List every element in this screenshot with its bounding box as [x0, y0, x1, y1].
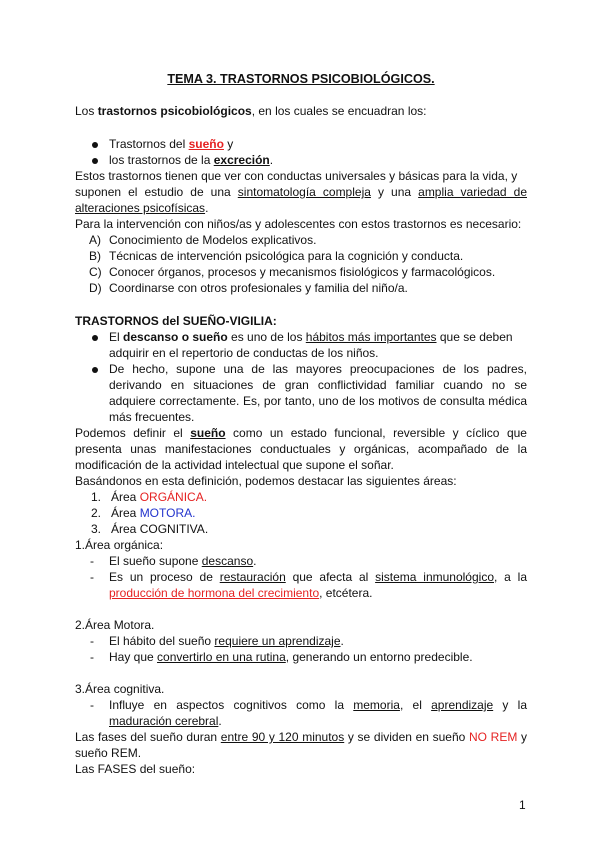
intro-paragraph: Los trastornos psicobiológicos, en los cuales se encuadran los:	[75, 104, 427, 118]
cognitive-item-continued: maduración cerebral.	[109, 714, 222, 728]
requirement-item: Coordinarse con otros profesionales y familia del niño/a.	[109, 281, 408, 295]
subsection-heading: 2.Área Motora.	[75, 618, 155, 632]
list-dash: -	[90, 650, 94, 664]
list-marker: A)	[89, 233, 101, 247]
phases-line: sueño REM.	[75, 746, 142, 760]
motor-item: El hábito del sueño requiere un aprendizaje.	[109, 634, 344, 648]
definition-line: modificación de la actividad intelectual que supone el soñar.	[75, 458, 394, 472]
list-marker: D)	[89, 281, 102, 295]
organic-item: El sueño supone descanso.	[109, 554, 257, 568]
page-title: TEMA 3. TRASTORNOS PSICOBIOLÓGICOS.	[167, 72, 435, 86]
bullet-dot	[92, 158, 98, 164]
motor-item: Hay que convertirlo en una rutina, generando un entorno predecible.	[109, 650, 473, 664]
bullet-line: adquiere correctamente. Es, por tanto, uno de los motivos de consulta médica	[109, 394, 527, 408]
list-dash: -	[90, 570, 94, 584]
requirement-item: Técnicas de intervención psicológica para la cognición y conducta.	[109, 249, 464, 263]
page-number: 1	[519, 798, 526, 812]
bullet-line: más frecuentes.	[109, 410, 195, 424]
list-marker: 2.	[91, 506, 102, 520]
list-marker: C)	[89, 265, 102, 279]
list-marker: 3.	[91, 522, 102, 536]
paragraph-line: alteraciones psicofísicas.	[75, 201, 209, 215]
definition-line: presenta unas manifestaciones conductuales y orgánicas, acompañado de la	[75, 442, 527, 456]
subsection-heading: 3.Área cognitiva.	[75, 682, 165, 696]
list-dash: -	[90, 634, 94, 648]
subsection-heading: 1.Área orgánica:	[75, 538, 164, 552]
bullet-line: El descanso o sueño es uno de los hábitos más importantes que se deben	[109, 330, 513, 344]
bullet-line: De hecho, supone una de las mayores preocupaciones de los padres,	[109, 362, 527, 376]
requirement-item: Conocimiento de Modelos explicativos.	[109, 233, 317, 247]
list-marker: 1.	[91, 490, 102, 504]
paragraph-line: suponen el estudio de una sintomatología compleja y una amplia variedad de	[75, 185, 527, 199]
bullet-dot	[92, 367, 98, 373]
definition-line: Basándonos en esta definición, podemos destacar las siguientes áreas:	[75, 474, 457, 488]
phases-line: Las FASES del sueño:	[75, 762, 196, 776]
area-item-motor: Área MOTORA.	[111, 506, 196, 520]
bullet-dot	[92, 335, 98, 341]
intervention-intro: Para la intervención con niños/as y adolescentes con estos trastornos es necesario:	[75, 217, 522, 231]
list-marker: B)	[89, 249, 101, 263]
list-item-excretion: los trastornos de la excreción.	[109, 153, 274, 167]
organic-item-continued: producción de hormona del crecimiento, etcétera.	[109, 586, 373, 600]
definition-line: Podemos definir el sueño como un estado funcional, reversible y cíclico que	[75, 426, 527, 440]
organic-item: Es un proceso de restauración que afecta al sistema inmunológico, a la	[109, 570, 528, 584]
bullet-line: adquirir en el repertorio de conductas de los niños.	[109, 346, 379, 360]
area-item-organic: Área ORGÁNICA.	[111, 490, 208, 504]
bullet-dot	[92, 142, 98, 148]
phases-line: Las fases del sueño duran entre 90 y 120 minutos y se dividen en sueño NO REM y	[75, 730, 528, 744]
list-item-sleep: Trastornos del sueño y	[109, 137, 234, 151]
paragraph-line: Estos trastornos tienen que ver con conductas universales y básicas para la vida, y	[75, 169, 518, 183]
area-item-cognitive: Área COGNITIVA.	[111, 522, 209, 536]
requirement-item: Conocer órganos, procesos y mecanismos fisiológicos y farmacológicos.	[109, 265, 496, 279]
bullet-line: derivando en situaciones de gran conflictividad familiar cuando no se	[109, 378, 527, 392]
list-dash: -	[90, 698, 94, 712]
list-dash: -	[90, 554, 94, 568]
section-heading: TRASTORNOS del SUEÑO-VIGILIA:	[75, 314, 277, 328]
cognitive-item: Influye en aspectos cognitivos como la memoria, el aprendizaje y la	[109, 698, 528, 712]
